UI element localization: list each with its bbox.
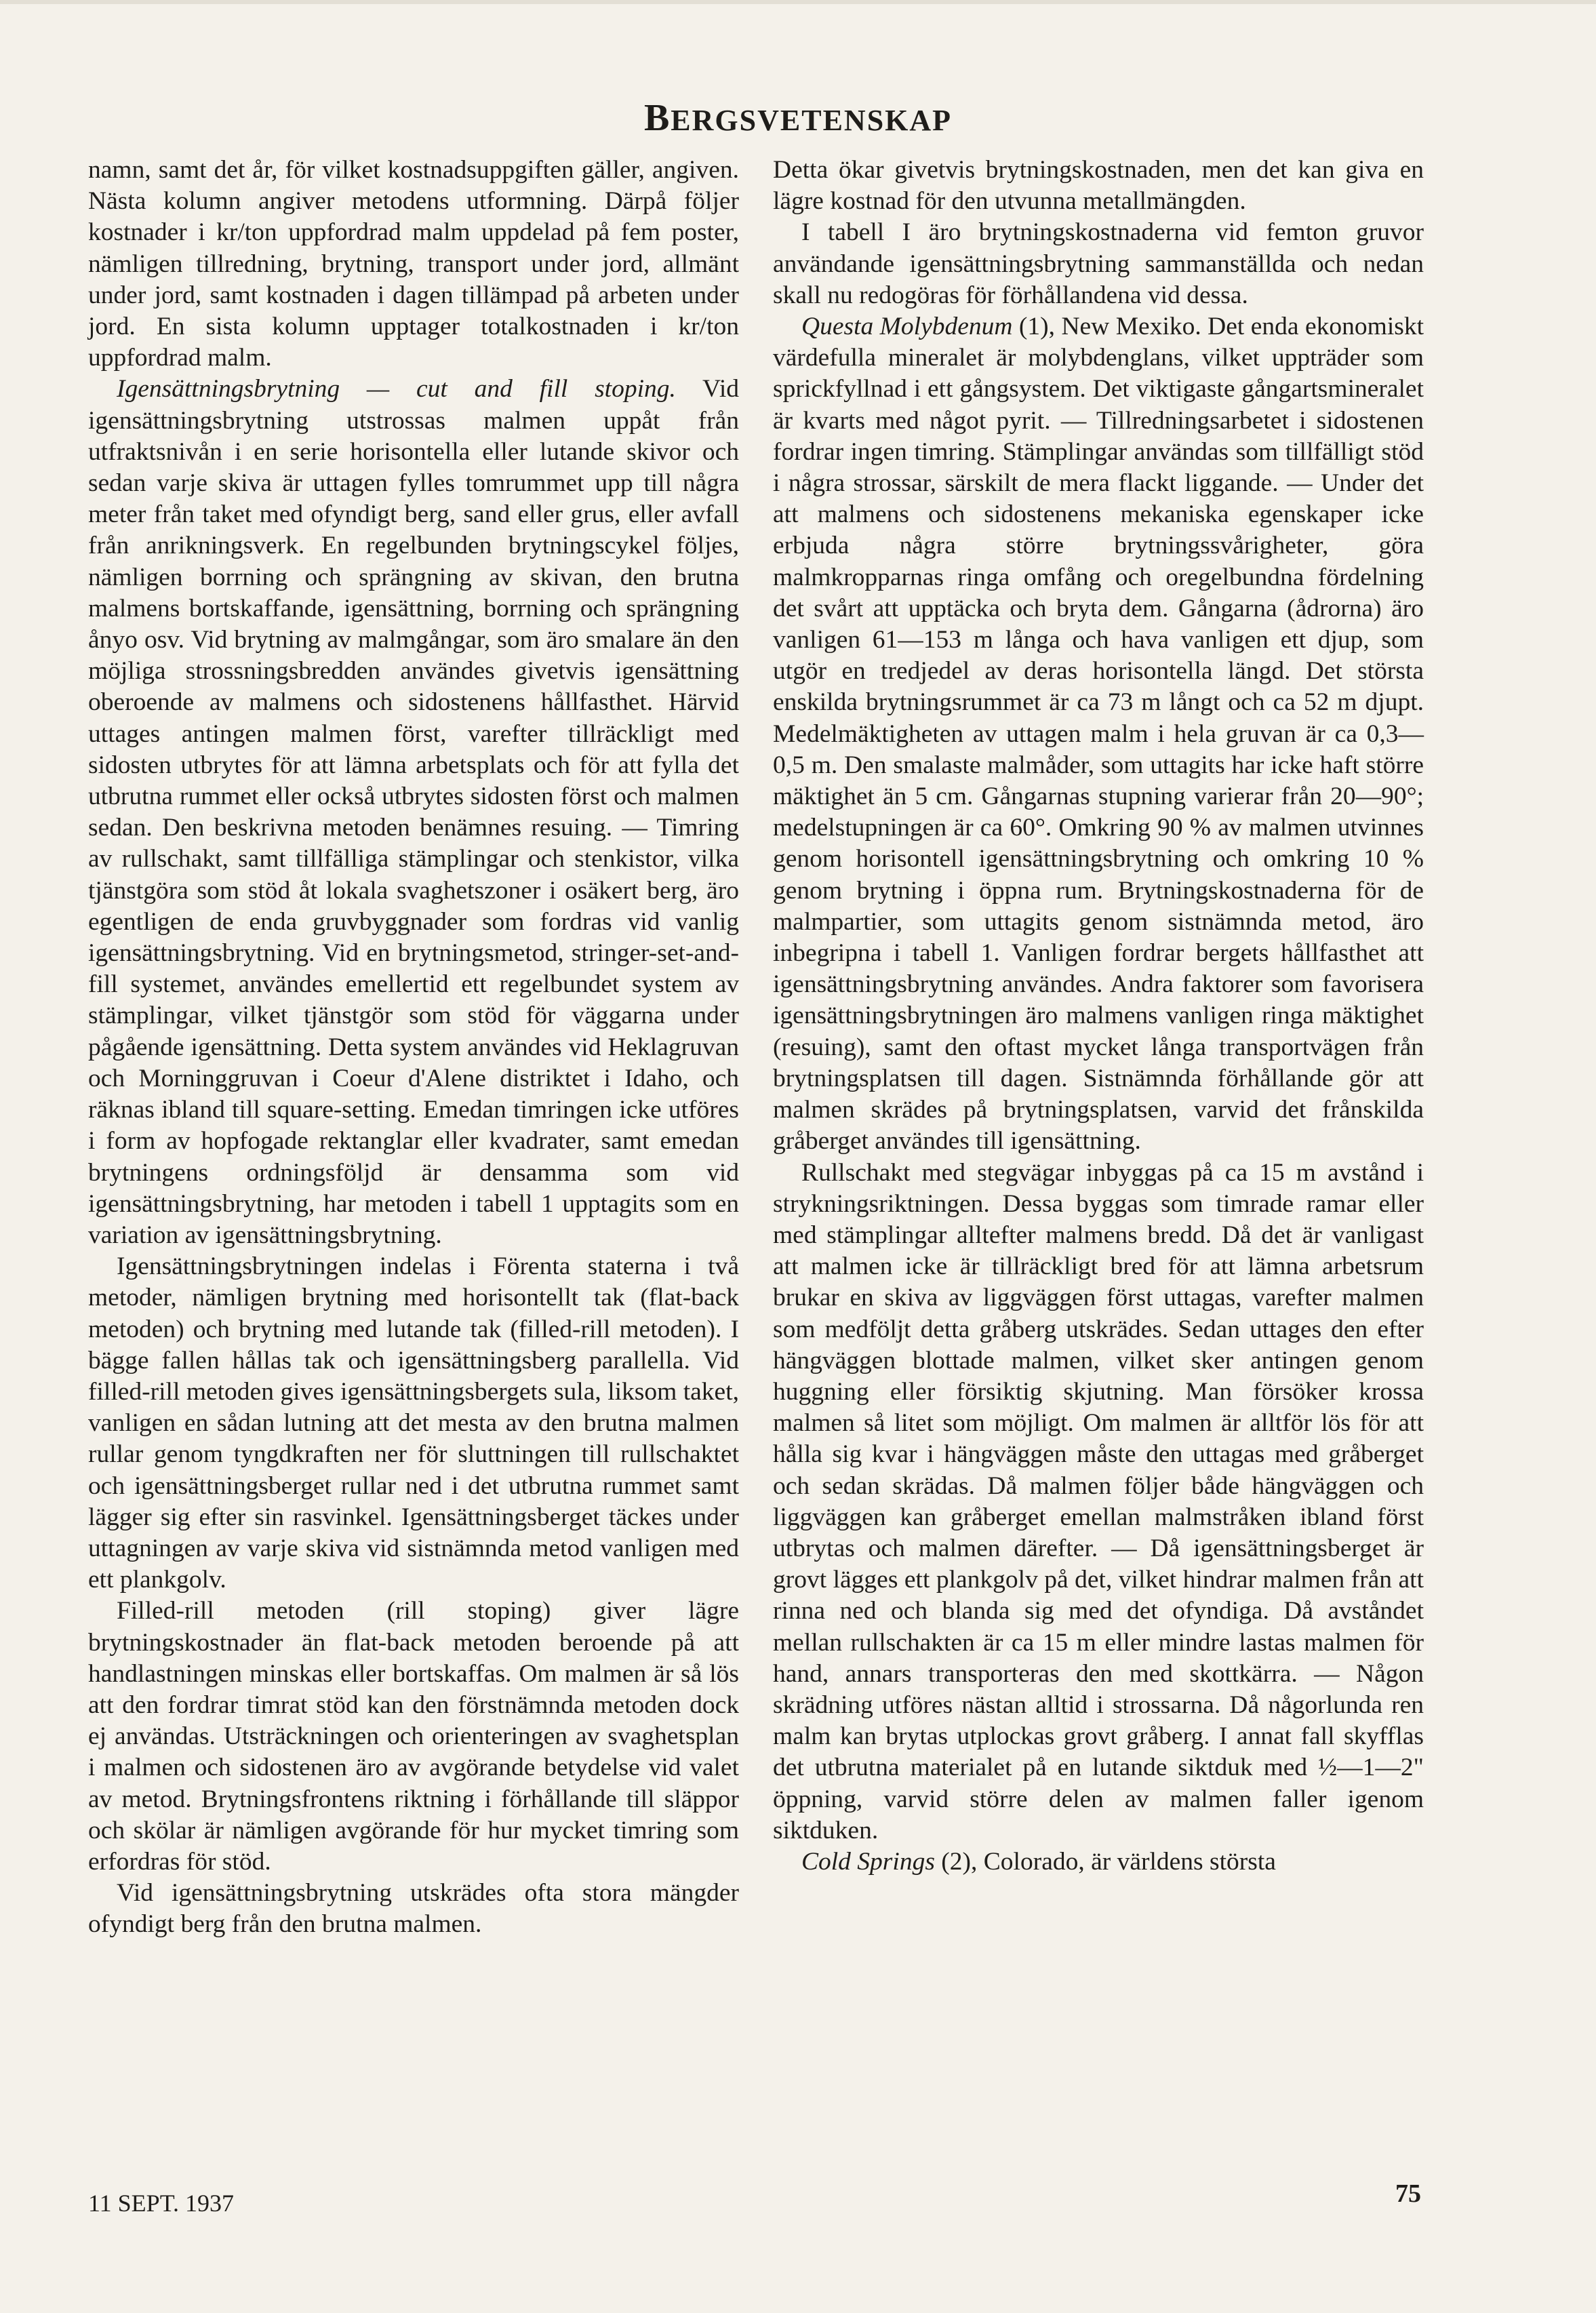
right-paragraph-5 bbox=[773, 1846, 1424, 1878]
right-paragraph-2: I tabell I äro brytningskostnaderna vid femton gruvor användande igensättningsbrytning sammanställda och nedan skall nu redogöras för förhållandena vid dessa. bbox=[773, 218, 1424, 309]
left-paragraph-2 bbox=[88, 374, 739, 1251]
footer-date: 11 SEPT. 1937 bbox=[88, 2190, 235, 2217]
header-initial: B bbox=[643, 97, 671, 139]
left-paragraph-5: Vid igensättningsbrytning utskrädes ofta stora mängder ofyndigt berg från den brutna malmen. bbox=[88, 1879, 739, 1939]
top-rule bbox=[0, 0, 1596, 4]
right-paragraph-4: Rullschakt med stegvägar inbyggas på ca 15 m avstånd i strykningsriktningen. Dessa byggas som timrade ramar eller med stämplingar alltefter malmens bredd. Då det är vanligast att malmen icke är tillräckligt bred för att lämna arbetsrum brukar en skiva av liggväggen först uttagas, varefter malmen som medföljt detta gråberg utskrädes. Sedan uttages den efter hängväggen blottade malmen, vilket sker antingen genom huggning eller försiktig skjutning. Man försöker krossa malmen så litet som möjligt. Om malmen är alltför lös för att hålla sig kvar i hängväggen måste den uttagas med gråberget och sedan skrädas. Då malmen följer både hängväggen och liggväggen kan gråberget emellan malmstråken ibland först utbrytas och malmen därefter. — Då igensättningsberget är grovt lägges ett plankgolv på det, vilket hindrar malmen från att rinna ned och blanda sig med det ofyndiga. Då avståndet mellan rullschakten är ca 15 m eller mindre lastas malmen för hand, annars transporteras den med skottkärra. — Någon skrädning utföres nästan alltid i strossarna. Då någorlunda ren malm kan brytas utplockas grovt gråberg. I annat fall skyfflas det utbrutna materialet på en lutande siktduk med ½—1—2" öppning, varvid större delen av malmen faller igenom siktduken. bbox=[773, 1158, 1424, 1844]
left-paragraph-1: namn, samt det år, för vilket kostnadsuppgiften gäller, angiven. Nästa kolumn angiver metodens utformning. Därpå följer kostnader i kr/ton uppfordrad malm uppdelad på fem poster, nämligen tillredning, brytning, transport under jord, allmänt under jord, samt kostnaden i dagen tillämpad på arbeten under jord. En sista kolumn upptager totalkostnaden i kr/ton uppfordrad malm. bbox=[88, 156, 739, 372]
mine-name-cold-springs: Cold Springs bbox=[801, 1847, 935, 1876]
right-paragraph-1: Detta ökar givetvis brytningskostnaden, men det kan giva en lägre kostnad för den utvunna metallmängden. bbox=[773, 156, 1424, 216]
section-title-cut-and-fill: Igensättningsbrytning — cut and fill stoping. bbox=[117, 375, 676, 403]
left-paragraph-4: Filled-rill metoden (rill stoping) giver lägre brytningskostnader än flat-back metoden beroende på att handlastningen minskas eller bortskaffas. Om malmen är så lös att den fordrar timrat stöd kan den förstnämnda metoden dock ej användas. Utsträckningen och orienteringen av svaghetsplan i malmen och sidostenen äro av avgörande betydelse vid valet av metod. Brytningsfrontens riktning i förhållande till släppor och skölar är nämligen avgörande för hur mycket timring som erfordras för stöd. bbox=[88, 1597, 739, 1876]
left-paragraph-3: Igensättningsbrytningen indelas i Förenta staterna i två metoder, nämligen brytning med horisontellt tak (flat-back metoden) och brytning med lutande tak (filled-rill metoden). I bägge fallen hållas tak och igensättningsberg parallella. Vid filled-rill metoden gives igensättningsbergets sula, liksom taket, vanligen en sådan lutning att det mesta av den brutna malmen rullar genom tyngdkraften ner för sluttningen till rullschaktet och igensättningsberget rullar ned i det utbrutna rummet samt lägger sig efter sin rasvinkel. Igensättningsberget täckes under uttagningen av varje skiva vid sistnämnda metod vanligen med ett plankgolv. bbox=[88, 1252, 739, 1594]
right-paragraph-5-text: (2), Colorado, är världens största bbox=[934, 1847, 1276, 1876]
left-column bbox=[88, 155, 739, 1941]
right-paragraph-3 bbox=[773, 311, 1424, 1157]
left-paragraph-2-text: Vid igensättningsbrytning utstrossas malmen uppåt från utfraktsnivån i en serie horisontella eller lutande skivor och sedan varje skiva är uttagen fylles tomrummet upp till några meter från taket med ofyndigt berg, sand eller grus, eller avfall från anrikningsverk. En regelbunden brytningscykel följes, nämligen borrning och sprängning av skivan, den brutna malmens bortskaffande, igensättning, borrning och sprängning ånyo osv. Vid brytning av malmgångar, som äro smalare än den möjliga strossningsbredden användes givetvis igensättning oberoende av malmens och sidostenens hållfasthet. Härvid uttages antingen malmen först, varefter tillräckligt med sidosten utbrytes för att lämna arbetsplats och för att fylla det utbrutna rummet eller också utbrytes sidosten först och malmen sedan. Den beskrivna metoden benämnes resuing. — Timring av rullschakt, samt tillfälliga stämplingar och stenkistor, vilka tjänstgöra som stöd åt lokala svaghetszoner i osäkert berg, äro egentligen de enda gruvbyggnader som fordras vid vanlig igensättningsbrytning. Vid en brytningsmetod, stringer-set-and-fill systemet, användes emellertid ett regelbundet system av stämplingar, vilket tjänstgör som stöd för väggarna under pågående igensättning. Detta system användes vid Heklagruvan och Morninggruvan i Coeur d'Alene distriktet i Idaho, och räknas ibland till square-setting. Emedan timringen icke utföres i form av hopfogade rektanglar eller kvadrater, samt emedan brytningens ordningsföljd är densamma som vid igensättningsbrytning, har metoden i tabell 1 upptagits som en variation av igensättningsbrytning. bbox=[88, 375, 739, 1249]
page-number: 75 bbox=[1395, 2179, 1421, 2208]
right-paragraph-3-text: (1), New Mexiko. Det enda ekonomiskt värdefulla mineralet är molybdenglans, vilket uppträder som sprickfyllnad i ett gångsystem. Det viktigaste gångartsmineralet är kvarts med något pyrit. — Tillredningsarbetet i sidostenen fordrar ingen timring. Stämplingar användas som tillfälligt stöd i några strossar, särskilt de mera flackt liggande. — Under det att malmens och sidostenens mekaniska egenskaper icke erbjuda några större brytningssvårigheter, göra malmkropparnas ringa omfång och oregelbundna fördelning det svårt att upptäcka och bryta dem. Gångarna (ådrorna) äro vanligen 61—153 m långa och hava vanligen ett djup, som utgör en tredjedel av deras horisontella längd. Det största enskilda brytningsrummet är ca 73 m långt och ca 52 m djupt. Medelmäktigheten av uttagen malm i hela gruvan är ca 0,3—0,5 m. Den smalaste malmåder, som uttagits har icke haft större mäktighet än 5 cm. Gångarnas stupning varierar från 20—90°; medelstupningen är ca 60°. Omkring 90 % av malmen utvinnes genom horisontell igensättningsbrytning och omkring 10 % genom brytning i öppna rum. Brytningskostnaderna för de malmpartier, som uttagits genom sistnämnda metod, äro inbegripna i tabell 1. Vanligen fordrar bergets hållfasthet att igensättningsbrytning användes. Andra faktorer som favorisera igensättningsbrytningen äro malmens vanligen ringa mäktighet (resuing), samt den oftast mycket långa transportvägen från brytningsplatsen till dagen. Sistnämnda förhållande gör att malmen skrädes på brytningsplatsen, varvid det frånskilda gråberget användes till igensättning. bbox=[773, 313, 1424, 1155]
header-rest: ERGSVETENSKAP bbox=[671, 104, 953, 137]
page-header bbox=[0, 96, 1596, 140]
mine-name-questa: Questa Molybdenum bbox=[801, 313, 1013, 341]
right-column bbox=[773, 155, 1424, 1878]
